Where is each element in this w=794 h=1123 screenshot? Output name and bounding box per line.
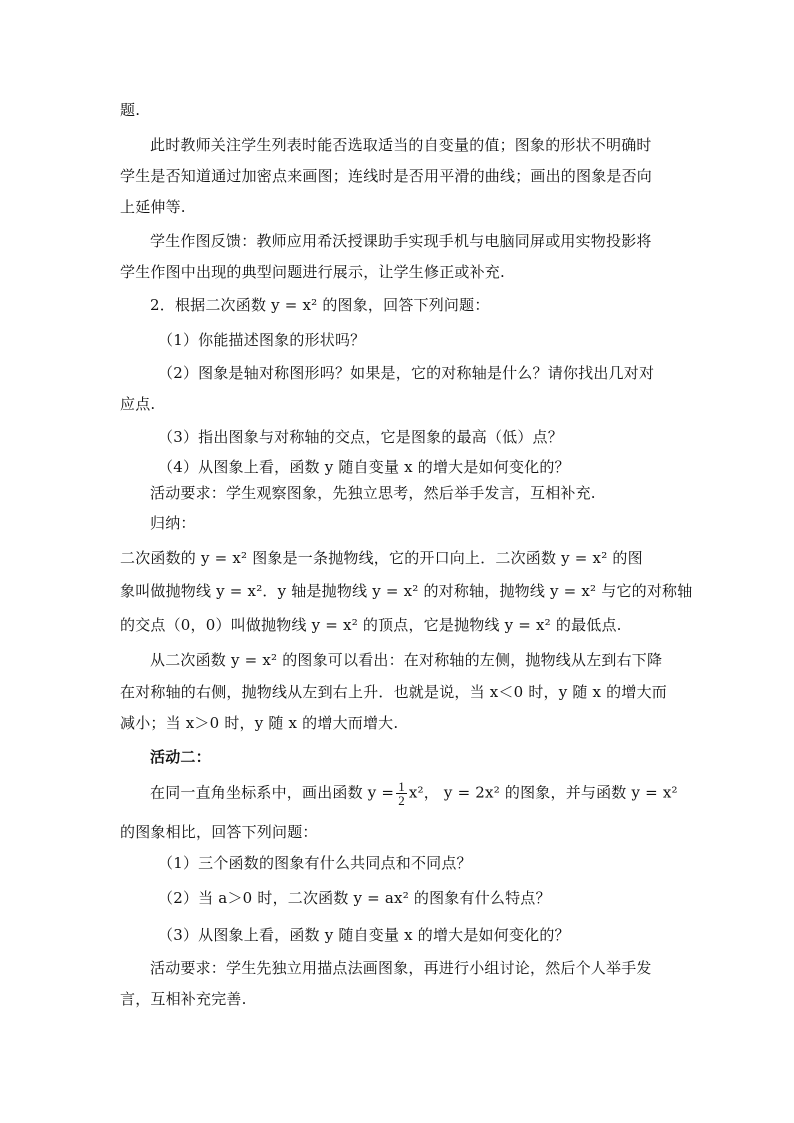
text-line: 归纳： (150, 514, 196, 532)
text-line: 活动要求：学生观察图象，先独立思考，然后举手发言，互相补充. (150, 484, 596, 502)
text-line: 的图象相比，回答下列问题： (120, 823, 318, 841)
text-line: 学生是否知道通过加密点来画图；连线时是否用平滑的曲线；画出的图象是否向 (120, 167, 653, 185)
text-line (150, 780, 678, 807)
list-item: （1）你能描述图象的形状吗？ (158, 331, 366, 349)
text-line: 象叫做抛物线 y = x²．y 轴是抛物线 y = x² 的对称轴，抛物线 y = x² 与它的对称轴 (120, 582, 693, 600)
list-item: （3）从图象上看，函数 y 随自变量 x 的增大是如何变化的？ (158, 926, 570, 944)
section-heading: 活动二： (150, 748, 211, 766)
text-line: 应点. (120, 395, 156, 413)
list-item: （1）三个函数的图象有什么共同点和不同点？ (158, 854, 472, 872)
text-fragment: x²， y = 2x² 的图象，并与函数 y = x² (408, 783, 678, 802)
text-line: 言，互相补充完善. (120, 990, 247, 1008)
list-item: （2）当 a＞0 时，二次函数 y = ax² 的图象有什么特点？ (158, 889, 551, 907)
text-line: 题. (120, 101, 141, 119)
list-item: （4）从图象上看，函数 y 随自变量 x 的增大是如何变化的？ (158, 458, 570, 476)
text-line: 学生作图中出现的典型问题进行展示，让学生修正或补充. (120, 263, 505, 281)
text-line: 二次函数的 y = x² 图象是一条抛物线，它的开口向上．二次函数 y = x² 的图 (120, 549, 643, 567)
fraction-one-half (396, 780, 407, 807)
text-line: 活动要求：学生先独立用描点法画图象，再进行小组讨论，然后个人举手发 (150, 959, 652, 977)
text-line: 上延伸等. (120, 198, 186, 216)
text-line: 此时教师关注学生列表时能否选取适当的自变量的值；图象的形状不明确时 (150, 136, 652, 154)
text-line: 在对称轴的右侧，抛物线从左到右上升．也就是说，当 x＜0 时，y 随 x 的增大而 (120, 683, 667, 701)
fraction-numerator: 1 (398, 779, 405, 794)
text-fragment: 在同一直角坐标系中，画出函数 y = (150, 783, 395, 802)
list-item: （2）图象是轴对称图形吗？如果是，它的对称轴是什么？请你找出几对对 (158, 364, 655, 382)
text-line: 的交点（0，0）叫做抛物线 y = x² 的顶点，它是抛物线 y = x² 的最低点. (120, 616, 622, 634)
text-line: 2．根据二次函数 y = x² 的图象，回答下列问题： (150, 296, 490, 314)
text-line: 减小；当 x＞0 时，y 随 x 的增大而增大. (120, 714, 399, 732)
list-item: （3）指出图象与对称轴的交点，它是图象的最高（低）点？ (158, 428, 563, 446)
fraction-denominator: 2 (398, 793, 405, 808)
text-line: 学生作图反馈：教师应用希沃授课助手实现手机与电脑同屏或用实物投影将 (150, 232, 652, 250)
text-line: 从二次函数 y = x² 的图象可以看出：在对称轴的左侧，抛物线从左到右下降 (150, 651, 663, 669)
